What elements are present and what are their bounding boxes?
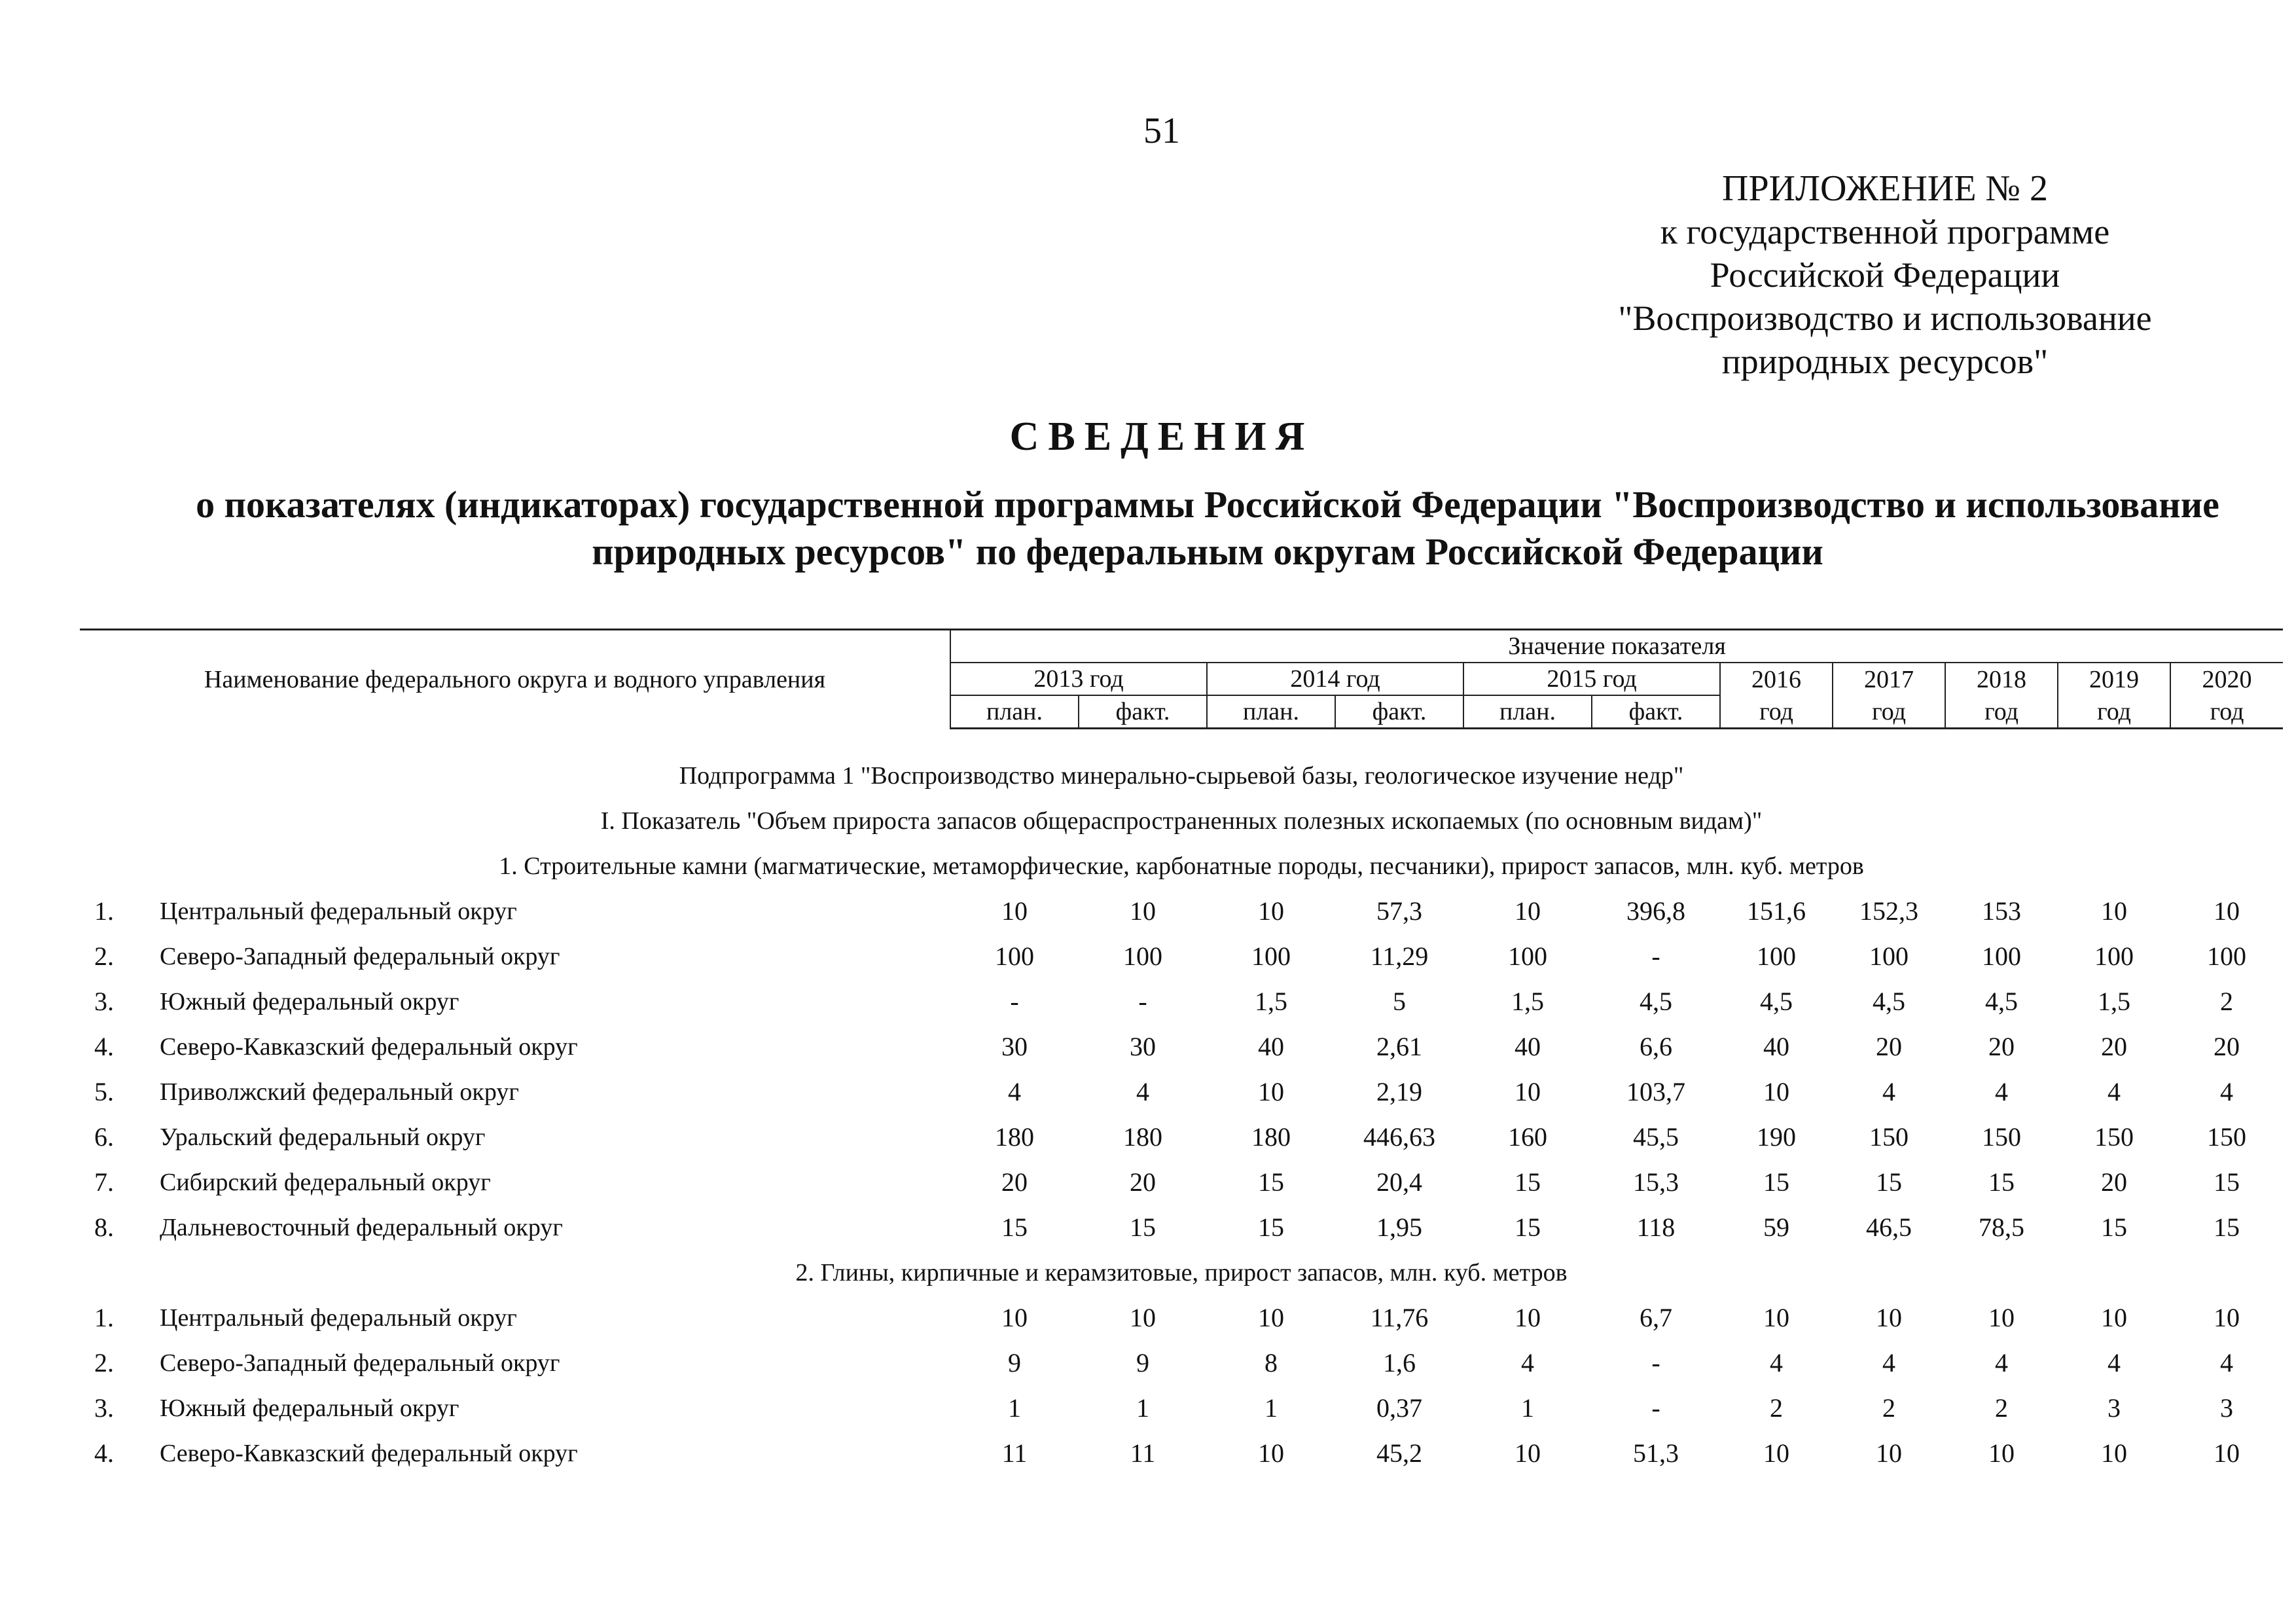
value-cell: 57,3 bbox=[1376, 896, 1423, 926]
value-cell: 2 bbox=[1882, 1393, 1896, 1423]
row-number: 7. bbox=[94, 1167, 114, 1197]
value-cell: 100 bbox=[2207, 941, 2247, 971]
value-cell: 4 bbox=[1995, 1348, 2009, 1377]
fact-header: факт. bbox=[1079, 695, 1207, 729]
year-header: 2014 год bbox=[1207, 663, 1463, 695]
value-cell: 15 bbox=[2101, 1213, 2128, 1242]
value-cell: 15 bbox=[1258, 1213, 1285, 1242]
value-cell: 15 bbox=[1876, 1167, 1903, 1197]
district-name: Северо-Западный федеральный округ bbox=[160, 1349, 560, 1377]
table-row bbox=[80, 979, 2283, 1024]
value-cell: 30 bbox=[1130, 1032, 1157, 1061]
value-cell: 10 bbox=[1130, 1303, 1157, 1332]
value-cell: 1 bbox=[1008, 1393, 1022, 1423]
value-cell: 2 bbox=[1995, 1393, 2009, 1423]
value-cell: 59 bbox=[1763, 1213, 1790, 1242]
value-cell: 40 bbox=[1515, 1032, 1541, 1061]
value-cell: 160 bbox=[1508, 1122, 1548, 1152]
value-cell: 10 bbox=[1001, 1303, 1028, 1332]
year-unit: год bbox=[1720, 695, 1833, 729]
value-cell: 20 bbox=[1001, 1167, 1028, 1197]
group-row bbox=[80, 1250, 2283, 1295]
value-cell: 20 bbox=[1988, 1032, 2015, 1061]
value-cell: 100 bbox=[1982, 941, 2022, 971]
value-cell: 2 bbox=[2220, 987, 2234, 1016]
subprogram-title: Подпрограмма 1 "Воспроизводство минерально-сырьевой базы, геологическое изучение недр" bbox=[679, 761, 1684, 790]
value-cell: 10 bbox=[1763, 1438, 1790, 1468]
value-cell: 1,6 bbox=[1383, 1348, 1416, 1377]
value-cell: 10 bbox=[1988, 1303, 2015, 1332]
row-number: 5. bbox=[94, 1077, 114, 1106]
appendix-line: к государственной программе bbox=[1660, 212, 2110, 251]
value-cell: 152,3 bbox=[1859, 896, 1919, 926]
value-cell: 2 bbox=[1770, 1393, 1784, 1423]
value-cell: 1 bbox=[1521, 1393, 1535, 1423]
value-cell: - bbox=[1651, 1348, 1660, 1377]
subprogram-row bbox=[80, 753, 2283, 798]
value-cell: 46,5 bbox=[1866, 1213, 1912, 1242]
value-cell: 15 bbox=[1001, 1213, 1028, 1242]
row-number: 2. bbox=[94, 941, 114, 971]
district-name: Приволжский федеральный округ bbox=[160, 1078, 519, 1106]
year-header: 2015 год bbox=[1463, 663, 1720, 695]
value-cell: 15 bbox=[1515, 1213, 1541, 1242]
district-name: Южный федеральный округ bbox=[160, 1394, 459, 1422]
value-cell: 100 bbox=[995, 941, 1035, 971]
value-cell: 10 bbox=[1763, 1077, 1790, 1106]
indicator-row bbox=[80, 798, 2283, 843]
value-cell: 10 bbox=[1515, 1438, 1541, 1468]
value-cell: 11 bbox=[1130, 1438, 1156, 1468]
table-row bbox=[80, 1431, 2283, 1476]
value-cell: 11 bbox=[1001, 1438, 1028, 1468]
district-name: Северо-Кавказский федеральный округ bbox=[160, 1439, 578, 1467]
value-cell: 10 bbox=[2101, 896, 2128, 926]
district-name: Дальневосточный федеральный округ bbox=[160, 1213, 563, 1241]
table-row bbox=[80, 1340, 2283, 1385]
subtitle-line: природных ресурсов" по федеральным округам Российской Федерации bbox=[592, 530, 1823, 573]
value-cell: 180 bbox=[995, 1122, 1035, 1152]
header-row bbox=[80, 630, 2283, 663]
table-row bbox=[80, 1205, 2283, 1250]
table-row bbox=[80, 1024, 2283, 1069]
district-name: Сибирский федеральный округ bbox=[160, 1168, 491, 1196]
value-cell: 118 bbox=[1636, 1213, 1676, 1242]
value-cell: 40 bbox=[1763, 1032, 1790, 1061]
document-title: СВЕДЕНИЯ bbox=[1009, 414, 1314, 459]
district-name: Центральный федеральный округ bbox=[160, 897, 517, 925]
value-cell: 10 bbox=[1515, 1303, 1541, 1332]
value-cell: - bbox=[1651, 1393, 1660, 1423]
value-cell: - bbox=[1010, 987, 1019, 1016]
table-row bbox=[80, 934, 2283, 979]
value-cell: 11,76 bbox=[1370, 1303, 1429, 1332]
value-cell: 4,5 bbox=[1760, 987, 1793, 1016]
table-row bbox=[80, 888, 2283, 934]
year-unit: год bbox=[1945, 695, 2058, 729]
value-cell: 4 bbox=[2108, 1077, 2121, 1106]
value-cell: 150 bbox=[2094, 1122, 2134, 1152]
value-cell: 10 bbox=[1515, 1077, 1541, 1106]
value-cell: 20 bbox=[2101, 1167, 2128, 1197]
value-cell: 153 bbox=[1982, 896, 2022, 926]
value-cell: 5 bbox=[1393, 987, 1407, 1016]
value-cell: 4 bbox=[2108, 1348, 2121, 1377]
value-cell: - bbox=[1651, 941, 1660, 971]
indicator-title: I. Показатель "Объем прироста запасов общераспространенных полезных ископаемых (по основным видам)" bbox=[600, 807, 1763, 835]
year-header: 2017 bbox=[1833, 663, 1945, 695]
value-cell: 15 bbox=[2214, 1213, 2240, 1242]
value-cell: 10 bbox=[2101, 1438, 2128, 1468]
value-cell: 150 bbox=[1982, 1122, 2022, 1152]
value-cell: 396,8 bbox=[1626, 896, 1686, 926]
value-cell: 78,5 bbox=[1979, 1213, 2025, 1242]
value-cell: 1,5 bbox=[2098, 987, 2131, 1016]
value-cell: 15 bbox=[1130, 1213, 1157, 1242]
appendix-line: Российской Федерации bbox=[1710, 255, 2060, 295]
value-cell: 4 bbox=[1995, 1077, 2009, 1106]
value-cell: 4 bbox=[1136, 1077, 1150, 1106]
value-cell: 4 bbox=[1770, 1348, 1784, 1377]
value-cell: 100 bbox=[1251, 941, 1291, 971]
fact-header: факт. bbox=[1592, 695, 1720, 729]
value-cell: 4 bbox=[1521, 1348, 1535, 1377]
value-cell: 0,37 bbox=[1376, 1393, 1423, 1423]
value-cell: 10 bbox=[1876, 1438, 1903, 1468]
appendix-title: ПРИЛОЖЕНИЕ № 2 bbox=[1722, 168, 2048, 209]
value-cell: 100 bbox=[1757, 941, 1797, 971]
value-cell: 151,6 bbox=[1747, 896, 1806, 926]
district-name: Уральский федеральный округ bbox=[160, 1123, 486, 1151]
district-name: Северо-Западный федеральный округ bbox=[160, 942, 560, 970]
row-number: 8. bbox=[94, 1213, 114, 1242]
value-cell: 180 bbox=[1123, 1122, 1163, 1152]
year-unit: год bbox=[2170, 695, 2283, 729]
value-cell: 45,5 bbox=[1633, 1122, 1679, 1152]
value-cell: 1 bbox=[1136, 1393, 1150, 1423]
value-cell: 100 bbox=[1869, 941, 1909, 971]
value-cell: 8 bbox=[1265, 1348, 1278, 1377]
table-row bbox=[80, 1069, 2283, 1114]
value-cell: 6,7 bbox=[1640, 1303, 1673, 1332]
year-header: 2013 год bbox=[950, 663, 1207, 695]
value-cell: 1 bbox=[1265, 1393, 1278, 1423]
value-cell: 10 bbox=[1258, 1438, 1285, 1468]
value-cell: 103,7 bbox=[1626, 1077, 1686, 1106]
row-number: 4. bbox=[94, 1032, 114, 1061]
group-title: 1. Строительные камни (магматические, метаморфические, карбонатные породы, песчаники), прирост запасов, млн. куб. метров bbox=[499, 852, 1864, 880]
value-cell: 4 bbox=[2220, 1348, 2234, 1377]
value-cell: 1,5 bbox=[1511, 987, 1545, 1016]
value-cell: 10 bbox=[1988, 1438, 2015, 1468]
value-cell: 10 bbox=[1763, 1303, 1790, 1332]
value-cell: 15 bbox=[1258, 1167, 1285, 1197]
year-unit: год bbox=[1833, 695, 1945, 729]
value-cell: 9 bbox=[1136, 1348, 1150, 1377]
value-cell: 190 bbox=[1757, 1122, 1797, 1152]
value-cell: 10 bbox=[1130, 896, 1157, 926]
year-header: 2020 bbox=[2170, 663, 2283, 695]
table-row bbox=[80, 1385, 2283, 1431]
value-cell: 10 bbox=[1001, 896, 1028, 926]
year-unit: год bbox=[2058, 695, 2170, 729]
value-cell: 15,3 bbox=[1633, 1167, 1679, 1197]
value-cell: 51,3 bbox=[1633, 1438, 1679, 1468]
row-number: 4. bbox=[94, 1438, 114, 1468]
district-name: Северо-Кавказский федеральный округ bbox=[160, 1032, 578, 1061]
plan-header: план. bbox=[1463, 695, 1592, 729]
value-cell: 20,4 bbox=[1376, 1167, 1423, 1197]
value-cell: 3 bbox=[2220, 1393, 2234, 1423]
table-row bbox=[80, 1295, 2283, 1340]
plan-header: план. bbox=[1207, 695, 1335, 729]
value-cell: 20 bbox=[2214, 1032, 2240, 1061]
row-number: 3. bbox=[94, 1393, 114, 1423]
value-cell: 20 bbox=[1876, 1032, 1903, 1061]
document-subtitle bbox=[98, 481, 2296, 575]
value-cell: 10 bbox=[2214, 1303, 2240, 1332]
value-cell: - bbox=[1138, 987, 1147, 1016]
value-cell: 4 bbox=[2220, 1077, 2234, 1106]
value-cell: 4,5 bbox=[1640, 987, 1673, 1016]
row-number: 3. bbox=[94, 987, 114, 1016]
value-cell: 6,6 bbox=[1640, 1032, 1673, 1061]
value-cell: 10 bbox=[2214, 896, 2240, 926]
value-cell: 4,5 bbox=[1873, 987, 1906, 1016]
appendix-block bbox=[1558, 167, 2212, 383]
district-name: Южный федеральный округ bbox=[160, 987, 459, 1015]
value-cell: 1,95 bbox=[1376, 1213, 1423, 1242]
district-name: Центральный федеральный округ bbox=[160, 1304, 517, 1332]
row-number: 1. bbox=[94, 1303, 114, 1332]
fact-header: факт. bbox=[1335, 695, 1463, 729]
value-cell: 10 bbox=[2214, 1438, 2240, 1468]
value-cell: 30 bbox=[1001, 1032, 1028, 1061]
value-cell: 10 bbox=[1876, 1303, 1903, 1332]
value-cell: 150 bbox=[2207, 1122, 2247, 1152]
group-row bbox=[80, 843, 2283, 888]
value-cell: 10 bbox=[2101, 1303, 2128, 1332]
value-cell: 4 bbox=[1882, 1077, 1896, 1106]
year-header: 2016 bbox=[1720, 663, 1833, 695]
value-cell: 180 bbox=[1251, 1122, 1291, 1152]
appendix-line: "Воспроизводство и использование bbox=[1618, 299, 2152, 338]
value-cell: 10 bbox=[1515, 896, 1541, 926]
row-number: 6. bbox=[94, 1122, 114, 1152]
page-number: 51 bbox=[1143, 111, 1180, 151]
value-cell: 2,61 bbox=[1376, 1032, 1423, 1061]
value-cell: 20 bbox=[1130, 1167, 1157, 1197]
value-cell: 446,63 bbox=[1363, 1122, 1436, 1152]
value-cell: 4 bbox=[1008, 1077, 1022, 1106]
value-header: Значение показателя bbox=[950, 630, 2283, 663]
value-cell: 45,2 bbox=[1376, 1438, 1423, 1468]
group-title: 2. Глины, кирпичные и керамзитовые, прирост запасов, млн. куб. метров bbox=[795, 1258, 1568, 1286]
value-cell: 9 bbox=[1008, 1348, 1022, 1377]
table-row bbox=[80, 1159, 2283, 1205]
value-cell: 15 bbox=[1515, 1167, 1541, 1197]
year-header: 2018 bbox=[1945, 663, 2058, 695]
value-cell: 4,5 bbox=[1985, 987, 2018, 1016]
row-number: 1. bbox=[94, 896, 114, 926]
name-column-header: Наименование федерального округа и водного управления bbox=[80, 630, 950, 729]
value-cell: 1,5 bbox=[1255, 987, 1288, 1016]
value-cell: 100 bbox=[2094, 941, 2134, 971]
indicators-table bbox=[80, 629, 2283, 1476]
value-cell: 100 bbox=[1123, 941, 1163, 971]
value-cell: 20 bbox=[2101, 1032, 2128, 1061]
plan-header: план. bbox=[950, 695, 1079, 729]
value-cell: 3 bbox=[2108, 1393, 2121, 1423]
value-cell: 15 bbox=[1763, 1167, 1790, 1197]
value-cell: 15 bbox=[2214, 1167, 2240, 1197]
value-cell: 40 bbox=[1258, 1032, 1285, 1061]
appendix-line: природных ресурсов" bbox=[1721, 342, 2049, 381]
value-cell: 10 bbox=[1258, 896, 1285, 926]
table-row bbox=[80, 1114, 2283, 1159]
year-header: 2019 bbox=[2058, 663, 2170, 695]
row-number: 2. bbox=[94, 1348, 114, 1377]
value-cell: 2,19 bbox=[1376, 1077, 1423, 1106]
value-cell: 100 bbox=[1508, 941, 1548, 971]
value-cell: 4 bbox=[1882, 1348, 1896, 1377]
value-cell: 11,29 bbox=[1370, 941, 1429, 971]
value-cell: 15 bbox=[1988, 1167, 2015, 1197]
value-cell: 10 bbox=[1258, 1303, 1285, 1332]
value-cell: 10 bbox=[1258, 1077, 1285, 1106]
value-cell: 150 bbox=[1869, 1122, 1909, 1152]
subtitle-line: о показателях (индикаторах) государственной программы Российской Федерации "Воспроизводство и использование bbox=[196, 483, 2219, 526]
